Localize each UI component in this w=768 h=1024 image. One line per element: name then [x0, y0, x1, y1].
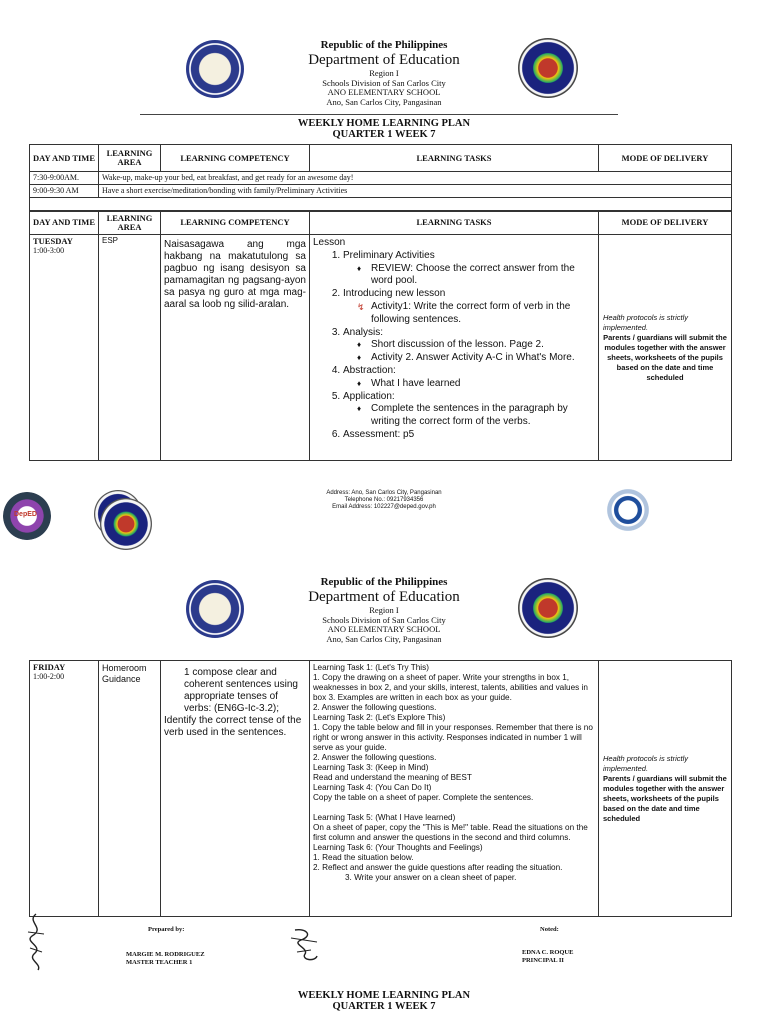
schedule-row [30, 185, 732, 198]
friday-task-line: Learning Task 2: (Let's Explore This) [313, 713, 446, 722]
task-sub-item: ♦ What I have learned [357, 378, 595, 391]
col-mode: MODE OF DELIVERY [599, 145, 732, 172]
deped-badge-text: DepED [14, 511, 37, 518]
schedule-row [30, 172, 732, 185]
col-day-time: DAY AND TIME [30, 145, 99, 172]
school-label: ANO ELEMENTARY SCHOOL [327, 624, 441, 634]
tuesday-row [30, 235, 732, 461]
task-sub-item: ♦ Complete the sentences in the paragraph by writing the correct form of the verbs. [357, 403, 595, 429]
prepared-by-label: Prepared by: [148, 926, 185, 933]
division-label: Schools Division of San Carlos City [322, 614, 446, 625]
friday-day-cell [30, 661, 99, 917]
preparer-title: MASTER TEACHER 1 [126, 959, 193, 966]
col-mode: MODE OF DELIVERY [599, 211, 732, 235]
footer-email: Email Address: 102227@deped.gov.ph [332, 504, 436, 510]
friday-comp-1: 1 compose clear and coherent sentences using appropriate tenses of verbs: (EN6G-Ic-3.2); [184, 667, 298, 714]
task-sub-item: ♦ Activity 2. Answer Activity A-C in What's More. [357, 352, 595, 365]
task-text: Assessment: p5 [343, 428, 415, 440]
friday-task-line: 2. Answer the following questions. [313, 753, 437, 762]
friday-row [30, 661, 732, 917]
col-tasks: LEARNING TASKS [310, 145, 599, 172]
department-label: Department of Education [308, 589, 460, 605]
friday-time: 1:00-2:00 [33, 672, 65, 681]
republic-label: Republic of the Philippines [320, 576, 448, 588]
task-item [343, 429, 595, 442]
division-label: Schools Division of San Carlos City [322, 77, 446, 88]
task-item [343, 250, 595, 288]
lesson-label: Lesson [313, 237, 346, 248]
task-text: Preliminary Activities [343, 249, 435, 261]
friday-day: FRIDAY [33, 662, 66, 672]
friday-competency [161, 661, 310, 917]
region-label: Region I [369, 605, 399, 615]
plan-subtitle-line: QUARTER 1 WEEK 7 [332, 1001, 436, 1012]
col-competency: LEARNING COMPETENCY [161, 145, 310, 172]
col-tasks: LEARNING TASKS [310, 211, 599, 235]
address-label: Ano, San Carlos City, Pangasinan [326, 96, 442, 107]
task-sub-item: ↯ Activity1: Write the correct form of verb in the following sentences. [357, 301, 595, 327]
friday-tasks [310, 661, 599, 917]
preparer-name: MARGIE M. RODRIGUEZ [126, 951, 205, 958]
col-day-time: DAY AND TIME [30, 211, 99, 235]
friday-task-gap [313, 803, 595, 813]
task-item [343, 391, 595, 429]
task-sub-item: ♦ REVIEW: Choose the correct answer from the word pool. [357, 263, 595, 289]
page1-header [0, 39, 768, 107]
noter-block [522, 949, 573, 965]
mode-health-note: Health protocols is strictly implemented. [603, 753, 689, 773]
plan-title-bottom [0, 990, 768, 1012]
task-text: Application: [343, 390, 395, 402]
tuesday-area: ESP [99, 235, 161, 461]
mode-parents-note: Parents / guardians will submit the modules together with the answer sheets, worksheets of the pupils based on the date and time scheduled [603, 773, 727, 823]
friday-task-line: Learning Task 1: (Let's Try This) [313, 663, 429, 672]
tuesday-day-cell [30, 235, 99, 461]
iso-certification-logo [606, 488, 650, 532]
address-label: Ano, San Carlos City, Pangasinan [326, 633, 442, 644]
friday-comp-2: Identify the correct tense of the verb used in the sentences. [164, 715, 302, 738]
schedule-activity: Have a short exercise/meditation/bonding with family/Preliminary Activities [99, 185, 732, 198]
friday-task-line: 1. Read the situation below. [313, 853, 414, 862]
footer-address: Address: Ano, San Carlos City, Pangasinan [326, 490, 442, 496]
preparer-block [126, 951, 205, 967]
tuesday-day: TUESDAY [33, 236, 73, 246]
region-label: Region I [369, 68, 399, 78]
task-item [343, 288, 595, 326]
tuesday-tasks [310, 235, 599, 461]
schedule-table [29, 144, 732, 212]
plan-subtitle-line: QUARTER 1 WEEK 7 [332, 129, 436, 140]
friday-area: Homeroom Guidance [99, 661, 161, 917]
friday-task-line: 1. Copy the drawing on a sheet of paper. Write your strengths in box 1, weaknesses in box 2, and your skills, interest, talents, abilities and values in box 3. Examples are written in each box as your guide. [313, 673, 588, 702]
noter-title: PRINCIPAL II [522, 957, 564, 964]
task-sub-item: ♦ Short discussion of the lesson. Page 2. [357, 339, 595, 352]
tuesday-mode [599, 235, 732, 461]
preparer-signature [22, 912, 52, 972]
plan-title [0, 118, 768, 140]
principal-signature [287, 926, 323, 966]
friday-task-line: 3. Write your answer on a clean sheet of paper. [345, 873, 517, 882]
task-item [343, 365, 595, 391]
noted-label: Noted: [540, 926, 559, 933]
schedule-time: 9:00-9:30 AM [30, 185, 99, 198]
schedule-activity: Wake-up, make-up your bed, eat breakfast, and get ready for an awesome day! [99, 172, 732, 185]
friday-task-line: Learning Task 6: (Your Thoughts and Feelings) [313, 843, 483, 852]
friday-task-line: Learning Task 4: (You Can Do It) [313, 783, 432, 792]
task-text: Introducing new lesson [343, 288, 446, 300]
friday-task-line: Learning Task 5: (What I Have learned) [313, 813, 456, 822]
tuesday-table [29, 210, 732, 461]
friday-task-line: Copy the table on a sheet of paper. Complete the sentences. [313, 793, 534, 802]
friday-task-line: Read and understand the meaning of BEST [313, 773, 472, 782]
header-rule [140, 114, 618, 115]
school-label: ANO ELEMENTARY SCHOOL [327, 87, 441, 97]
plan-title-line: WEEKLY HOME LEARNING PLAN [297, 990, 471, 1001]
tuesday-competency: Naisasagawa ang mga hakbang na makatutulong sa pagbuo ng isang desisyon sa pamamagitan ng pagsang-ayon sa pasya ng guro at mga mag-aaral sa loob ng silid-aralan. [161, 235, 310, 461]
task-text: Analysis: [343, 326, 384, 338]
mode-health-note: Health protocols is strictly implemented. [603, 312, 689, 332]
department-label: Department of Education [308, 52, 460, 68]
friday-task-line: On a sheet of paper, copy the "This is Me!" table. Read the situations on the first column and answer the questions in the second and third columns. [313, 823, 588, 842]
col-competency: LEARNING COMPETENCY [161, 211, 310, 235]
schedule-time: 7:30-9:00AM. [30, 172, 99, 185]
mode-parents-note: Parents / guardians will submit the modules together with the answer sheets, worksheets of the pupils based on the date and time scheduled [603, 332, 727, 382]
friday-task-line: Learning Task 3: (Keep in Mind) [313, 763, 429, 772]
friday-task-line: 2. Answer the following questions. [313, 703, 437, 712]
footer-telephone: Telephone No.: 09217934356 [344, 497, 424, 503]
col-learning-area: LEARNING AREA [99, 145, 161, 172]
col-learning-area: LEARNING AREA [99, 211, 161, 235]
friday-task-line: 2. Reflect and answer the guide questions after reading the situation. [313, 863, 563, 872]
noter-name: EDNA C. ROQUE [522, 949, 574, 956]
friday-mode [599, 661, 732, 917]
friday-task-line: 1. Copy the table below and fill in your responses. Remember that there is no right or wrong answer in this activity. Responses indicated in number 1 will serve as your guide. [313, 723, 593, 752]
task-list [343, 250, 595, 442]
plan-title-line: WEEKLY HOME LEARNING PLAN [297, 118, 471, 129]
page2-header [0, 576, 768, 644]
republic-label: Republic of the Philippines [320, 39, 448, 51]
task-item [343, 327, 595, 365]
tuesday-time: 1:00-3:00 [33, 246, 65, 255]
footer-address-block [0, 490, 768, 511]
task-text: Abstraction: [343, 364, 396, 376]
friday-table [29, 660, 732, 917]
